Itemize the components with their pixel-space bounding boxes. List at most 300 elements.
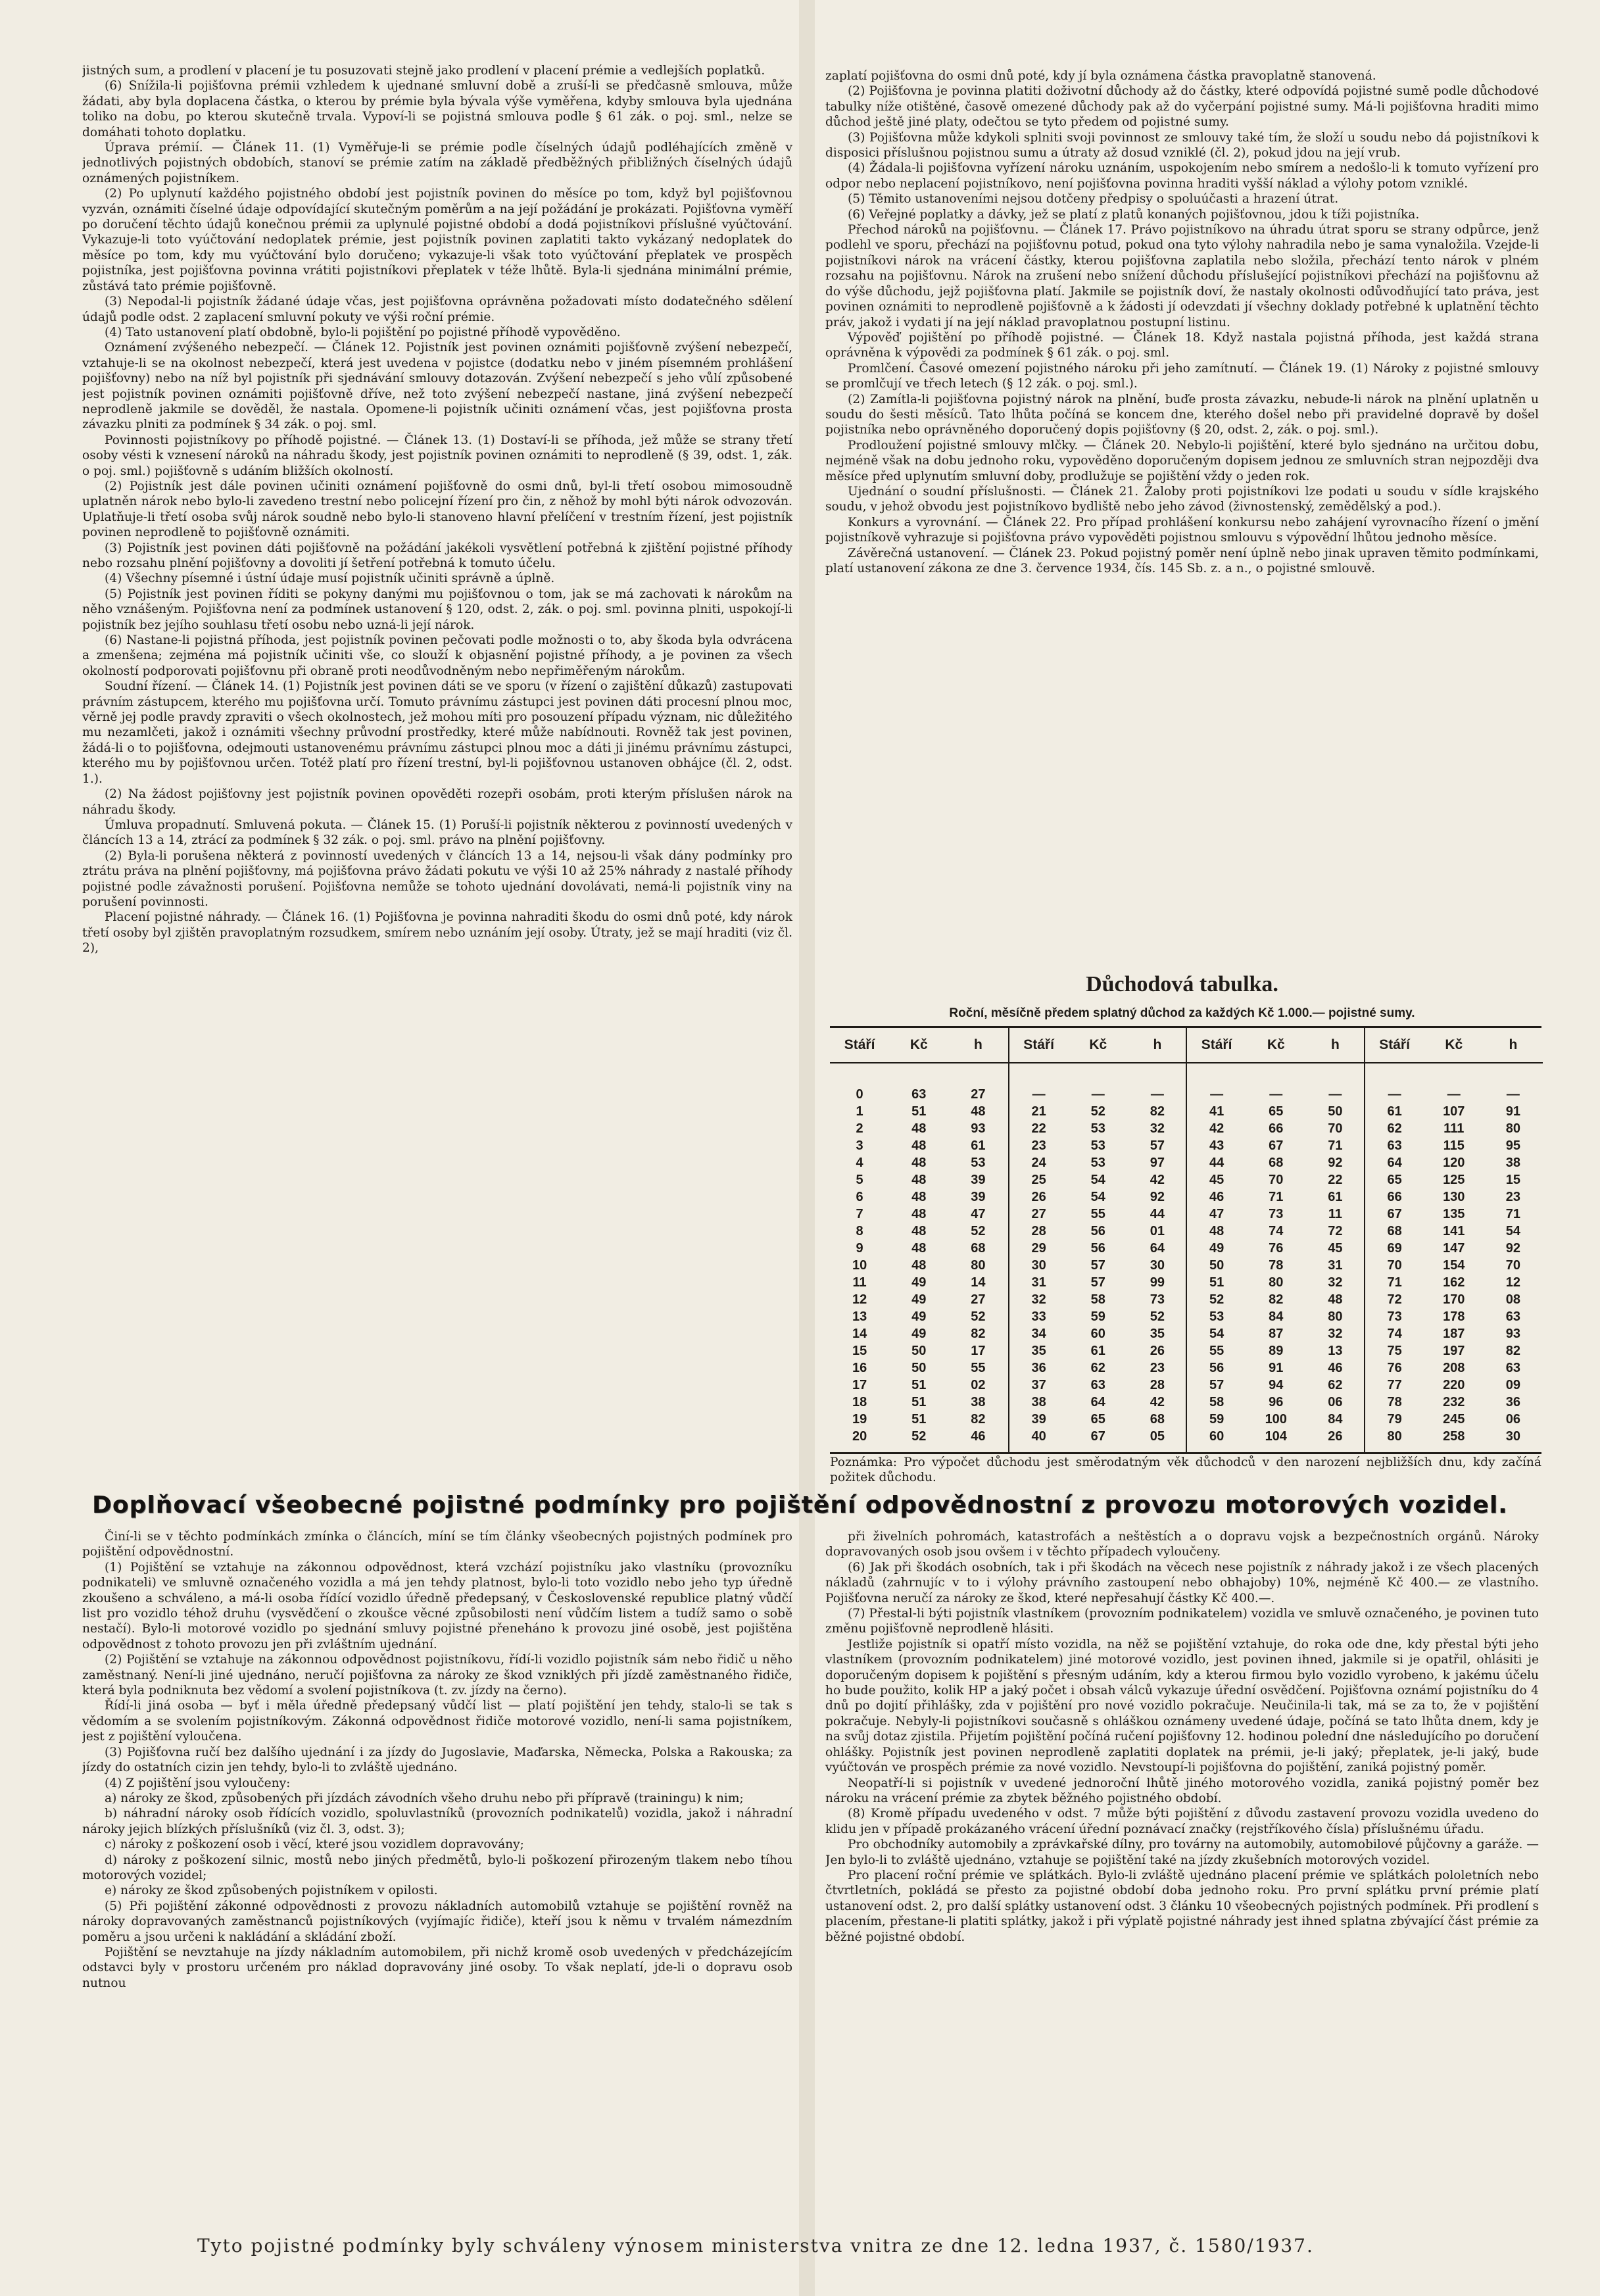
table-cell: 6 — [856, 1189, 863, 1204]
table-cell: 50 — [911, 1343, 927, 1358]
table-cell: 09 — [1505, 1377, 1521, 1392]
table-cell: 71 — [1269, 1189, 1284, 1204]
table-cell: 39 — [1031, 1411, 1046, 1427]
table-cell: 47 — [971, 1206, 986, 1221]
table-cell: 26 — [1031, 1189, 1046, 1204]
paragraph: Oznámení zvýšeného nebezpečí. — Článek 12. Pojistník jest povinen oznámiti pojišťovně zvýšení nebezpečí, vztahuje-li se na okolnost nebezpečí, která jest uvedena v pojistce (dodatku nebo v jiném písemném prohlášení pojišťovny) nebo na níž byl pojistník při sjednávání smlouvy dotazován. Zvýšení nebezpečí s jeho vůlí způsobené jest pojistník povinen oznámiti pojišťovně dříve, než toto zvýšení nebezpečí nastane, jiná zvýšení nebezpečí neprodleně jakmile se dověděl, že nastala. Opomene-li pojistník učiniti oznámení včas, jest pojišťovna prosta závazku plniti za podmínek § 34 zák. o poj. sml. — [82, 341, 792, 432]
paragraph: při živelních pohromách, katastrofách a neštěstích a o dopravu vojsk a bezpečnostních orgánů. Nároky dopravovaných osob jsou ovšem i v těchto případech vyloučeny. — [825, 1530, 1539, 1559]
table-cell: 44 — [1209, 1155, 1224, 1170]
table-cell: 220 — [1443, 1377, 1465, 1392]
table-cell: 02 — [971, 1377, 986, 1392]
table-cell: 27 — [971, 1292, 986, 1307]
annuity-table — [830, 1026, 1541, 1454]
table-row — [830, 1428, 1008, 1445]
paragraph: (5) Pojistník jest povinen říditi se pokyny danými mu pojišťovnou o tom, jak se má zachovati k nárokům na něho vznášeným. Pojišťovna není za podmínek ustanovení § 120, odst. 2, zák. o poj. sml. povinna plniti, uspokojí-li pojistník bez jejího souhlasu třetí osobu nebo uzná-li její nárok. — [82, 587, 792, 632]
table-cell: 10 — [852, 1258, 867, 1273]
table-cell: 30 — [1505, 1429, 1521, 1444]
table-cell: — — [1210, 1087, 1224, 1102]
table-row — [1365, 1308, 1543, 1325]
table-cell: 63 — [911, 1087, 927, 1102]
table-cell: 5 — [856, 1172, 863, 1187]
table-cell: 48 — [911, 1138, 927, 1153]
table-cell: 38 — [1031, 1394, 1046, 1409]
table-cell: 84 — [1269, 1309, 1284, 1324]
table-cell: 1 — [856, 1104, 863, 1119]
table-row — [1009, 1188, 1188, 1206]
table-cell: 141 — [1443, 1223, 1465, 1238]
table-cell: 8 — [856, 1223, 863, 1238]
table-cell: 49 — [911, 1326, 927, 1341]
table-cell: 36 — [1031, 1360, 1046, 1375]
table-cell: 38 — [1505, 1155, 1521, 1170]
table-header-cell: h — [1331, 1037, 1340, 1052]
paragraph: (6) Veřejné poplatky a dávky, jež se platí z platů konaných pojišťovnou, jdou k tíži pojistníka. — [848, 207, 1420, 222]
table-row — [1187, 1223, 1365, 1240]
annuity-table-title: Důchodová tabulka. — [1086, 972, 1278, 996]
table-cell: 94 — [1269, 1377, 1284, 1392]
table-cell: 39 — [971, 1172, 986, 1187]
table-cell: 77 — [1387, 1377, 1402, 1392]
table-cell: 64 — [1090, 1394, 1105, 1409]
paragraph: (2) Na žádost pojišťovny jest pojistník povinen opověděti rozepři osobám, proti kterým příslušen nárok na náhradu škody. — [82, 787, 792, 817]
table-row — [1187, 1428, 1365, 1445]
table-cell: 50 — [1209, 1258, 1224, 1273]
table-cell: 74 — [1269, 1223, 1284, 1238]
annuity-table-subtitle: Roční, měsíčně předem splatný důchod za každých Kč 1.000.— pojistné sumy. — [949, 1006, 1415, 1020]
table-cell: — — [1091, 1087, 1105, 1102]
paragraph: (4) Tato ustanovení platí obdobně, bylo-li pojištění po pojistné příhodě vypověděno. — [105, 325, 621, 339]
table-cell: — — [1032, 1087, 1046, 1102]
table-row — [1365, 1103, 1543, 1120]
table-cell: 16 — [852, 1360, 867, 1375]
table-cell: 197 — [1443, 1343, 1465, 1358]
table-row — [1365, 1359, 1543, 1377]
table-cell: 42 — [1150, 1394, 1165, 1409]
table-row — [830, 1325, 1008, 1342]
table-cell: 70 — [1505, 1258, 1521, 1273]
table-cell: 71 — [1328, 1138, 1343, 1153]
table-cell: 95 — [1505, 1138, 1521, 1153]
table-cell: 46 — [1209, 1189, 1224, 1204]
table-cell: 50 — [911, 1360, 927, 1375]
table-row — [830, 1103, 1008, 1120]
table-cell: 14 — [971, 1275, 986, 1290]
table-row — [1009, 1137, 1188, 1154]
table-cell: 32 — [1031, 1292, 1046, 1307]
table-cell: 13 — [1328, 1343, 1343, 1358]
table-cell: 76 — [1269, 1240, 1284, 1256]
table-cell: 24 — [1031, 1155, 1046, 1170]
table-row — [1365, 1086, 1543, 1103]
table-cell: 27 — [971, 1087, 986, 1102]
table-cell: — — [1506, 1087, 1520, 1102]
table-cell: — — [1269, 1087, 1283, 1102]
table-cell: 48 — [911, 1223, 927, 1238]
table-cell: 39 — [971, 1189, 986, 1204]
table-cell: 48 — [911, 1240, 927, 1256]
table-row — [1187, 1342, 1365, 1359]
table-row — [1009, 1154, 1188, 1171]
paragraph: (2) Pojišťovna je povinna platiti doživotní důchody až do částky, které odpovídá pojistné sumě podle důchodové tabulky níže otištěné, časově omezené důchody pak až do vyčerpání pojistné sumy. Má-li pojišťovna hraditi mimo důchod ještě jiné platy, odečtou se tyto předem od pojistné sumy. — [825, 84, 1539, 130]
table-cell: 60 — [1209, 1429, 1224, 1444]
table-row — [830, 1342, 1008, 1359]
paragraph: (7) Přestal-li býti pojistník vlastníkem (provozním podnikatelem) vozidla ve smluvě označeného, je povinen tuto změnu pojišťovně neprodleně hlásiti. — [825, 1607, 1539, 1636]
table-row — [1365, 1154, 1543, 1171]
table-cell: 96 — [1269, 1394, 1284, 1409]
table-row — [1365, 1377, 1543, 1394]
table-cell: 48 — [1209, 1223, 1224, 1238]
table-header-cell: Stáří — [1379, 1037, 1410, 1052]
table-row — [1365, 1171, 1543, 1188]
paragraph: (3) Pojišťovna ručí bez dalšího ujednání i za jízdy do Jugoslavie, Maďarska, Německa, Polska a Rakouska; za jízdy do ostatních cizin jen tehdy, bylo-li to zvláště ujednáno. — [82, 1745, 792, 1775]
table-cell: 73 — [1269, 1206, 1284, 1221]
table-cell: 44 — [1150, 1206, 1165, 1221]
table-cell: 61 — [1090, 1343, 1105, 1358]
table-cell: 63 — [1505, 1360, 1521, 1375]
table-cell: 14 — [852, 1326, 867, 1341]
table-cell: 52 — [1150, 1309, 1165, 1324]
table-cell: 91 — [1505, 1104, 1521, 1119]
table-cell: 82 — [971, 1326, 986, 1341]
table-cell: 23 — [1150, 1360, 1165, 1375]
table-cell: 147 — [1443, 1240, 1465, 1256]
table-cell: 51 — [1209, 1275, 1224, 1290]
table-column-group — [1364, 1028, 1543, 1452]
table-cell: 58 — [1209, 1394, 1224, 1409]
table-row — [1009, 1120, 1188, 1137]
table-row — [1365, 1291, 1543, 1308]
table-cell: 48 — [911, 1155, 927, 1170]
table-cell: 71 — [1387, 1275, 1402, 1290]
paragraph: e) nároky ze škod způsobených pojistníkem v opilosti. — [105, 1884, 438, 1898]
table-row — [1187, 1086, 1365, 1103]
table-row — [1187, 1308, 1365, 1325]
table-cell: 47 — [1209, 1206, 1224, 1221]
table-cell: 53 — [971, 1155, 986, 1170]
table-cell: 64 — [1150, 1240, 1165, 1256]
table-row — [830, 1291, 1008, 1308]
table-row — [1187, 1257, 1365, 1274]
table-header-cell: h — [974, 1037, 982, 1052]
table-cell: 66 — [1269, 1121, 1284, 1136]
table-cell: 75 — [1387, 1343, 1402, 1358]
table-cell: 87 — [1269, 1326, 1284, 1341]
table-row — [830, 1137, 1008, 1154]
table-row — [1009, 1257, 1188, 1274]
paragraph: (8) Kromě případu uvedeného v odst. 7 může býti pojištění z důvodu zastavení provozu vozidla uvedeno do klidu jen v případě prokázaného vrácení úřední poznávací značky (rejstříkového čísla) příslušnému úřadu. — [825, 1807, 1539, 1836]
table-cell: 97 — [1150, 1155, 1165, 1170]
table-cell: 54 — [1209, 1326, 1224, 1341]
table-cell: 15 — [1505, 1172, 1521, 1187]
table-cell: 38 — [971, 1394, 986, 1409]
table-cell: 80 — [1269, 1275, 1284, 1290]
table-row — [1187, 1120, 1365, 1137]
table-cell: 06 — [1328, 1394, 1343, 1409]
table-row — [1187, 1359, 1365, 1377]
table-header-cell: Kč — [1267, 1037, 1285, 1052]
paragraph: Činí-li se v těchto podmínkách zmínka o článcích, míní se tím články všeobecných pojistných podmínek pro pojištění odpovědnostní. — [82, 1530, 792, 1559]
paragraph: (6) Nastane-li pojistná příhoda, jest pojistník povinen pečovati podle možnosti o to, aby škoda byla odvrácena a zmenšena; zejména má pojistník učiniti vše, co slouží k objasnění pojistné příhody, a je povinen za všech okolností podporovati pojišťovnu při obraně proti neodůvodněným nebo nepřiměřeným nárokům. — [82, 633, 792, 678]
table-cell: — — [1150, 1087, 1164, 1102]
table-cell: 43 — [1209, 1138, 1224, 1153]
table-row — [1009, 1206, 1188, 1223]
table-cell: 53 — [1090, 1138, 1105, 1153]
table-cell: 30 — [1031, 1258, 1046, 1273]
paragraph: (2) Pojištění se vztahuje na zákonnou odpovědnost pojistníkovu, řídí-li vozidlo pojistník sám nebo řidič u něho zaměstnaný. Není-li jiné ujednáno, neručí pojišťovna za nároky ze škod vzniklých při jízdě zaměstnaného řidiče, která byla podniknuta bez vědomí a svolení pojistníkova (t. zv. jízdy na černo). — [82, 1653, 792, 1698]
table-cell: 22 — [1328, 1172, 1343, 1187]
paragraph: Neopatří-li si pojistník v uvedené jednoroční lhůtě jiného motorového vozidla, zaniká pojistný poměr bez nároku na vrácení prémie za zbytek běžného pojistného období. — [825, 1776, 1539, 1805]
table-cell: 37 — [1031, 1377, 1046, 1392]
table-cell: 05 — [1150, 1429, 1165, 1444]
table-row — [1187, 1103, 1365, 1120]
table-row — [1365, 1325, 1543, 1342]
table-row — [1187, 1171, 1365, 1188]
paragraph: Pro placení roční prémie ve splátkách. Bylo-li zvláště ujednáno placení prémie ve splátkách pololetních nebo čtvrtletních, pokládá se přesto za pojistné období doba jednoho roku. Pro první splátku první prémie platí ustanovení odst. 2, pro další splátky ustanovení odst. 3 článku 10 všeobecných pojistných podmínek. Při prodlení s placením, přestane-li platiti splátky, jakož i při výplatě pojistné náhrady jest ihned splatna zbývající část prémie za běžné pojistné období. — [825, 1868, 1539, 1944]
table-column-group — [1186, 1028, 1365, 1452]
paragraph: (6) Jak při škodách osobních, tak i při škodách na věcech nese pojistník z náhrady jakož i ze všech placených nákladů (zahrnujíc v to i výlohy právního zastoupení nebo obhajoby) 10%, nejméně Kč 400.— ze vlastního. Pojišťovna neručí za nároky ze škod, které nepřesahují částky Kč 400.—. — [825, 1560, 1539, 1605]
paragraph: Placení pojistné náhrady. — Článek 16. (1) Pojišťovna je povinna nahraditi škodu do osmi dnů poté, kdy nárok třetí osoby byl zjištěn pravoplatným rozsudkem, smírem nebo uznáním její osoby. Útraty, jež se mají hraditi (viz čl. 2), — [82, 910, 792, 956]
table-cell: 89 — [1269, 1343, 1284, 1358]
table-row — [1009, 1411, 1188, 1428]
table-row — [1009, 1274, 1188, 1291]
table-cell: 91 — [1269, 1360, 1284, 1375]
table-cell: 12 — [1505, 1275, 1521, 1290]
table-cell: 54 — [1090, 1189, 1105, 1204]
table-row — [1009, 1171, 1188, 1188]
table-cell: 17 — [852, 1377, 867, 1392]
paragraph: Úprava prémií. — Článek 11. (1) Vyměřuje-li se prémie podle číselných údajů podléhajících změně v jednotlivých pojistných obdobích, stanoví se prémie zatím na základě předběžných přibližných číselných údajů oznámených pojistníkem. — [82, 141, 792, 185]
table-cell: 26 — [1150, 1343, 1165, 1358]
table-row — [1009, 1342, 1188, 1359]
table-header-cell: Stáří — [844, 1037, 875, 1052]
table-row — [1009, 1086, 1188, 1103]
table-row — [1365, 1188, 1543, 1206]
table-cell: 115 — [1443, 1138, 1465, 1153]
table-row — [830, 1240, 1008, 1257]
paragraph: Pro obchodníky automobily a zprávkařské dílny, pro továrny na automobily, automobilové půjčovny a garáže. — Jen bylo-li to zvláště ujednáno, vztahuje se pojištění také na jízdy zkušebních motorových vozidel. — [825, 1838, 1539, 1867]
table-cell: 35 — [1150, 1326, 1165, 1341]
table-header-row — [1009, 1028, 1188, 1063]
paragraph: (3) Nepodal-li pojistník žádané údaje včas, jest pojišťovna oprávněna požadovati místo dodatečného sdělení údajů podle odst. 2 zaplacení smluvní pokuty ve výši roční prémie. — [82, 295, 792, 324]
table-cell: 107 — [1443, 1104, 1465, 1119]
right-column — [825, 68, 1539, 966]
table-row — [830, 1086, 1008, 1103]
table-cell: 71 — [1505, 1206, 1521, 1221]
paragraph: Závěrečná ustanovení. — Článek 23. Pokud pojistný poměr není úplně nebo jinak upraven těmito podmínkami, platí ustanovení zákona ze dne 3. července 1934, čís. 145 Sb. z. a n., o pojistné smlouvě. — [825, 546, 1539, 575]
table-cell: 65 — [1387, 1172, 1402, 1187]
table-cell: 19 — [852, 1411, 867, 1427]
table-cell: 125 — [1443, 1172, 1465, 1187]
table-row — [1365, 1342, 1543, 1359]
paragraph: Úmluva propadnutí. Smluvená pokuta. — Článek 15. (1) Poruší-li pojistník některou z povinností uvedených v článcích 13 a 14, ztrácí za podmínek § 32 zák. o poj. sml. právo na plnění pojišťovny. — [82, 818, 792, 848]
table-cell: 06 — [1505, 1411, 1521, 1427]
table-cell: 61 — [1387, 1104, 1402, 1119]
table-cell: 57 — [1090, 1275, 1105, 1290]
table-row — [830, 1171, 1008, 1188]
table-header-row — [830, 1028, 1008, 1063]
table-cell: 53 — [1209, 1309, 1224, 1324]
paragraph: Výpověď pojištění po příhodě pojistné. — Článek 18. Když nastala pojistná příhoda, jest každá strana oprávněna k výpovědi za podmínek § 61 zák. o poj. sml. — [825, 330, 1539, 360]
table-cell: 51 — [911, 1377, 927, 1392]
table-cell: 111 — [1443, 1121, 1465, 1136]
table-cell: 33 — [1031, 1309, 1046, 1324]
table-row — [1187, 1325, 1365, 1342]
table-row — [1009, 1428, 1188, 1445]
table-cell: 0 — [856, 1087, 863, 1102]
table-cell: 28 — [1031, 1223, 1046, 1238]
table-row — [1009, 1325, 1188, 1342]
table-cell: — — [1447, 1087, 1461, 1102]
table-column-group — [830, 1028, 1008, 1452]
table-cell: 70 — [1269, 1172, 1284, 1187]
paragraph: Pojištění se nevztahuje na jízdy nákladním automobilem, při nichž kromě osob uvedených v předcházejícím odstavci byly v prostoru určeném pro náklad dopravovány jiné osoby. To však neplatí, jde-li o dopravu osob nutnou — [82, 1945, 792, 1990]
table-cell: — — [1388, 1087, 1401, 1102]
paragraph: (1) Pojištění se vztahuje na zákonnou odpovědnost, která vzchází pojistníku jako vlastníku (provozníku podnikateli) ve smluvně označeného vozidla a má jen tehdy platnost, bylo-li toto vozidlo nebo jeho typ úředně zkoušeno a schváleno, a má-li osoba řídící vozidlo úředně předepsaný, v Československé republice platný vůdčí list pro vozidlo téhož druhu (vysvědčení o zkoušce věcné způsobilosti není vůdčím listem a tudíž samo o sobě nestačí). Bylo-li motorové vozidlo po sjednání smluvy pojistné přeneháno k provozu jiné osobě, jest pojištěna odpovědnost z tohoto provozu jen při zvláštním ujednání. — [82, 1560, 792, 1651]
table-row — [830, 1411, 1008, 1428]
table-cell: 92 — [1328, 1155, 1343, 1170]
table-cell: 104 — [1265, 1429, 1287, 1444]
table-cell: 130 — [1443, 1189, 1465, 1204]
table-cell: 65 — [1269, 1104, 1284, 1119]
table-cell: 18 — [852, 1394, 867, 1409]
table-row — [1009, 1103, 1188, 1120]
table-cell: 258 — [1443, 1429, 1465, 1444]
table-cell: 62 — [1090, 1360, 1105, 1375]
table-row — [830, 1223, 1008, 1240]
table-cell: 232 — [1443, 1394, 1465, 1409]
table-row — [1365, 1428, 1543, 1445]
table-cell: 63 — [1387, 1138, 1402, 1153]
table-cell: 68 — [1150, 1411, 1165, 1427]
table-row — [1187, 1240, 1365, 1257]
table-row — [1009, 1359, 1188, 1377]
table-cell: 56 — [1090, 1240, 1105, 1256]
paragraph: (4) Z pojištění jsou vyloučeny: — [105, 1776, 291, 1790]
paragraph: Ujednání o soudní příslušnosti. — Článek 21. Žaloby proti pojistníkovi lze podati u soudu v sídle krajského soudu, v jehož obvodu jest pojistníkovo bydliště nebo jeho závod (živnostenský, zemědělský a pod.). — [825, 484, 1539, 514]
table-cell: 60 — [1090, 1326, 1105, 1341]
table-cell: 62 — [1387, 1121, 1402, 1136]
table-row — [1365, 1240, 1543, 1257]
paragraph: (6) Snížila-li pojišťovna prémii vzhledem k ujednané smluvní době a zruší-li se předčasně smlouva, může žádati, aby byla doplacena částka, o kterou by prémie byla bývala výše vyměřena, kdyby smlouva byla ujednána toliko na dobu, po kterou skutečně trvala. Vypoví-li se pojistná smlouva podle § 61 zák. o poj. sml., nelze se domáhati tohoto doplatku. — [82, 79, 792, 139]
paragraph: Jestliže pojistník si opatří místo vozidla, na něž se pojištění vztahuje, do roka ode dne, kdy přestal býti jeho vlastníkem (provozním podnikatelem) jiné motorové vozidlo, jest povinen ihned, jakmile si je opatřil, ohlásiti je doporučeným dopisem k pojištění s přesným udáním, kdy a kterou firmou bylo vozidlo vyrobeno, k jakému účelu ho bude použito, kolik HP a jaký počet i obsah válců vykazuje úřední osvědčení. Pojišťovna oznámí pojistníku do 4 dnů po dojití přihlášky, zda v pojištění pro nové vozidlo pokračuje. Neučinila-li tak, má se za to, že v pojištění pokračuje. Nebyly-li pojistníkovi současně s ohláškou oznámeny uvedené údaje, počíná se tato lhůta dnem, kdy je na svůj dotaz zjistila. Přijetím pojištění počíná ručení pojišťovny 12. hodinou polední dne následujícího po doručení ohlášky. Pojistník jest povinen neprodleně zaplatiti doplatek na prémii, je-li jaký; přeplatek, je-li jaký, bude vyúčtován ve prospěch prémie za nové vozidlo. Nevstoupí-li pojišťovna do pojištění, zaniká pojistný poměr. — [825, 1637, 1539, 1775]
table-header-row — [1365, 1028, 1543, 1063]
table-row — [830, 1188, 1008, 1206]
paragraph: (2) Byla-li porušena některá z povinností uvedených v článcích 13 a 14, nejsou-li však dány podmínky pro ztrátu práva na plnění pojišťovny, má pojišťovna právo žádati pokutu ve výši 10 až 25% náhrady z nastalé příhody pojistné podle závažnosti porušení. Pojišťovna nemůže se tohoto ujednání dovolávati, nemá-li pojistník viny na porušení povinnosti. — [82, 848, 792, 909]
table-row — [830, 1394, 1008, 1411]
table-cell: 59 — [1209, 1411, 1224, 1427]
left-column — [82, 63, 792, 1480]
table-cell: 48 — [911, 1189, 927, 1204]
table-cell: 245 — [1443, 1411, 1465, 1427]
annuity-table-note: Poznámka: Pro výpočet důchodu jest směrodatným věk důchodců v den narození nejbližších dnu, kdy začíná požitek důchodu. — [830, 1455, 1541, 1484]
table-row — [1365, 1206, 1543, 1223]
table-cell: 162 — [1443, 1275, 1465, 1290]
table-cell: 48 — [911, 1258, 927, 1273]
table-cell: 23 — [1031, 1138, 1046, 1153]
table-row — [1187, 1137, 1365, 1154]
table-cell: 27 — [1031, 1206, 1046, 1221]
table-cell: 48 — [911, 1121, 927, 1136]
paragraph: (4) Žádala-li pojišťovna vyřízení nároku uznáním, uspokojením nebo smírem a nedošlo-li k tomuto vyřízení pro odpor nebo neplacení pojistníkovo, není pojišťovna povinna hraditi vyšší náklad a výlohy potom vzniklé. — [825, 161, 1539, 191]
table-cell: 01 — [1150, 1223, 1165, 1238]
table-cell: 13 — [852, 1309, 867, 1324]
table-cell: 32 — [1328, 1326, 1343, 1341]
table-cell: 67 — [1269, 1138, 1284, 1153]
table-cell: 42 — [1150, 1172, 1165, 1187]
table-cell: 9 — [856, 1240, 863, 1256]
paragraph: d) nároky z poškození silnic, mostů nebo jiných předmětů, bylo-li poškození přirozeným tlakem nebo tíhou motorových vozidel; — [82, 1853, 792, 1882]
table-cell: 55 — [971, 1360, 986, 1375]
table-cell: 80 — [1328, 1309, 1343, 1324]
paragraph: (5) Při pojištění zákonné odpovědnosti z provozu nákladních automobilů vztahuje se pojištění rovněž na nároky dopravovaných zaměstnanců pojistníkových (vyjímajíc řidiče), kteří jsou k němu v trvalém námezdním poměru a jsou určeni k nakládání a skládání zboží. — [82, 1899, 792, 1944]
table-cell: 34 — [1031, 1326, 1046, 1341]
table-row — [830, 1359, 1008, 1377]
section-headline: Doplňovací všeobecné pojistné podmínky pro pojištění odpovědnostní z provozu motorových vozidel. — [92, 1492, 1508, 1519]
table-cell: 78 — [1387, 1394, 1402, 1409]
table-cell: 52 — [1209, 1292, 1224, 1307]
footer-approval: Tyto pojistné podmínky byly schváleny výnosem ministerstva vnitra ze dne 12. ledna 1937, č. 1580/1937. — [197, 2235, 1314, 2257]
paragraph: Řídí-li jiná osoba — byť i měla úředně předepsaný vůdčí list — platí pojištění jen tehdy, stalo-li se tak s vědomím a se svolením pojistníkovým. Zákonná odpovědnost řidiče motorové vozidlo, není-li sama pojistníkem, jest z pojištění vyloučena. — [82, 1699, 792, 1744]
table-cell: 49 — [1209, 1240, 1224, 1256]
table-cell: 82 — [1150, 1104, 1165, 1119]
table-row — [1187, 1274, 1365, 1291]
table-cell: 66 — [1387, 1189, 1402, 1204]
table-cell: 52 — [971, 1223, 986, 1238]
table-cell: 23 — [1505, 1189, 1521, 1204]
table-cell: 68 — [1269, 1155, 1284, 1170]
table-cell: 62 — [1328, 1377, 1343, 1392]
table-row — [1187, 1154, 1365, 1171]
paragraph: Konkurs a vyrovnání. — Článek 22. Pro případ prohlášení konkursu nebo zahájení vyrovnacího řízení o jmění pojistníkově vyhrazuje si pojišťovna právo vypověděti pojistnou smlouvu s výpovědní lhůtou jednoho měsíce. — [825, 515, 1539, 545]
table-cell: 170 — [1443, 1292, 1465, 1307]
table-row — [1009, 1377, 1188, 1394]
table-row — [1187, 1188, 1365, 1206]
table-cell: 84 — [1328, 1411, 1343, 1427]
paragraph: (2) Pojistník jest dále povinen učiniti oznámení pojišťovně do osmi dnů, byl-li třetí osobou mimosoudně uplatněn nárok nebo bylo-li zavedeno trestní nebo policejní řízení pro čin, z něhož by mohl býti nárok odvozován. Uplatňuje-li třetí osoba svůj nárok soudně nebo bylo-li stanoveno hlavní přelíčení v trestním řízení, jest pojistník povinen neprodleně to pojišťovně oznámiti. — [82, 479, 792, 540]
table-cell: 11 — [1328, 1206, 1342, 1221]
table-cell: 52 — [1090, 1104, 1105, 1119]
table-header-cell: h — [1509, 1037, 1518, 1052]
table-cell: 120 — [1443, 1155, 1465, 1170]
table-cell: 31 — [1328, 1258, 1343, 1273]
paragraph: (2) Zamítla-li pojišťovna pojistný nárok na plnění, buďe prosta závazku, nebude-li nárok na plnění uplatněn u soudu do šesti měsíců. Tato lhůta počíná se koncem dne, kterého došel nebo při pravidelné dopravě by došel pojistníka nebo oprávněného doporučený dopis pojišťovny (§ 20, odst. 2, zák. o poj. sml.). — [825, 392, 1539, 437]
table-cell: 45 — [1209, 1172, 1224, 1187]
table-cell: 12 — [852, 1292, 867, 1307]
table-cell: 45 — [1328, 1240, 1343, 1256]
paragraph: (3) Pojišťovna může kdykoli splniti svoji povinnost ze smlouvy také tím, že složí u soudu nebo dá pojistníkovi k disposici příslušnou pojistnou sumu a útraty až dosud vzniklé (čl. 2), pokud jdou na její vrub. — [825, 130, 1539, 160]
table-header-cell: Stáří — [1023, 1037, 1054, 1052]
table-row — [1187, 1206, 1365, 1223]
table-cell: 57 — [1209, 1377, 1224, 1392]
table-cell: 35 — [1031, 1343, 1046, 1358]
table-header-row — [1187, 1028, 1365, 1063]
table-cell: 40 — [1031, 1429, 1046, 1444]
bottom-left-column — [82, 1529, 792, 2226]
table-header-cell: Stáří — [1201, 1037, 1232, 1052]
paragraph: (3) Pojistník jest povinen dáti pojišťovně na požádání jakékoli vysvětlení potřebná k zjištění pojistné příhody nebo rozsahu plnění pojišťovny a dovoliti jí šetření potřebná k tomuto účelu. — [82, 541, 792, 570]
paragraph: Přechod nároků na pojišťovnu. — Článek 17. Právo pojistníkovo na úhradu útrat sporu se strany odpůrce, jenž podlehl ve sporu, přechází na pojišťovnu potud, pokud ona tyto výlohy nahradila nebo je sama vynaložila. Vzejde-li pojistníkovi nárok na vrácení částky, kterou pojišťovna zaplatila nebo složila, přechází tento nárok v plném rozsahu na pojišťovnu. Nárok na zrušení nebo snížení důchodu příslušející pojistníkovi přechází na pojišťovnu až do výše důchodu, jejž pojišťovna platí. Jakmile se pojistník doví, že nastaly okolnosti odůvodňující tato práva, jest povinen oznámiti to neprodleně pojišťovně a k žádosti jí odevzdati jí všechny doklady potřebné k uplatnění těchto práv, jakož i vydati jí na její náklad pravoplatnou postupní listinu. — [825, 223, 1539, 330]
table-row — [830, 1206, 1008, 1223]
table-cell: 52 — [971, 1309, 986, 1324]
table-row — [1187, 1377, 1365, 1394]
table-cell: 51 — [911, 1104, 927, 1119]
table-cell: 22 — [1031, 1121, 1046, 1136]
table-cell: 41 — [1209, 1104, 1224, 1119]
table-cell: 79 — [1387, 1411, 1402, 1427]
table-cell: 92 — [1505, 1240, 1521, 1256]
table-cell: 36 — [1505, 1394, 1521, 1409]
table-cell: 57 — [1150, 1138, 1165, 1153]
